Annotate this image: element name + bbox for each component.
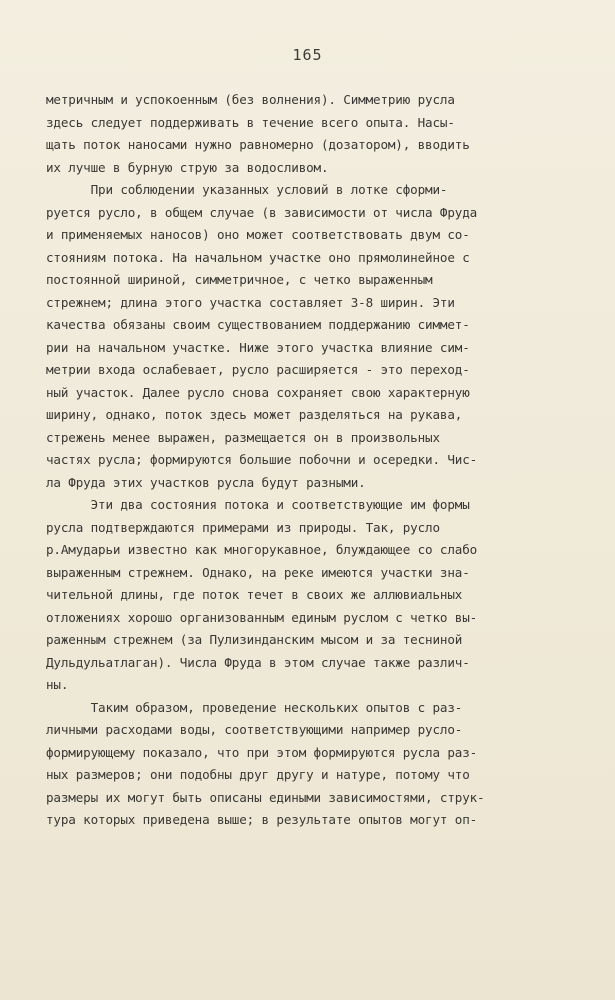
paragraph-4 xyxy=(46,697,586,832)
text-line: русла подтверждаются примерами из природы. Так, русло xyxy=(46,519,440,535)
text-line: метричным и успокоенным (без волнения). Симметрию русла xyxy=(46,92,455,107)
paragraph-1 xyxy=(46,89,586,179)
text-line: отложениях хорошо организованным единым руслом с четко вы- xyxy=(46,609,478,625)
text-line: ный участок. Далее русло снова сохраняет свою характерную xyxy=(46,384,470,400)
text-line: рии на начальном участке. Ниже этого участка влияние сим- xyxy=(46,339,470,355)
text-line: размеры их могут быть описаны едиными зависимостями, струк- xyxy=(46,789,485,805)
paragraph-2 xyxy=(46,179,586,494)
text-line: личными расходами воды, соответствующими например русло- xyxy=(46,722,463,737)
text-line: постоянной шириной, симметричное, с четко выраженным xyxy=(46,272,433,287)
text-line: их лучше в бурную струю за водосливом. xyxy=(46,159,329,175)
text-line: ны. xyxy=(46,677,69,692)
text-line: Дульдульатлаган). Числа Фруда в этом случае также различ- xyxy=(46,654,470,670)
text-line: р.Амударьи известно как многорукавное, блуждающее со слабо xyxy=(46,542,478,557)
text-line: ширину, однако, поток здесь может разделяться на рукава, xyxy=(46,407,463,422)
body-text xyxy=(46,89,586,832)
paragraph-3 xyxy=(46,494,586,697)
text-line: При соблюдении указанных условий в лотке сформи- xyxy=(46,182,448,197)
text-line: ных размеров; они подобны друг другу и натуре, потому что xyxy=(46,767,470,782)
text-line: руется русло, в общем случае (в зависимости от числа Фруда xyxy=(46,204,478,220)
text-line: чительной длины, где поток течет в своих же аллювиальных xyxy=(46,587,463,602)
page-number: 165 xyxy=(292,46,323,64)
text-line: щать поток наносами нужно равномерно (дозатором), вводить xyxy=(46,137,470,152)
text-line: частях русла; формируются большие побочни и осередки. Чис- xyxy=(46,452,478,467)
text-line: Таким образом, проведение нескольких опытов с раз- xyxy=(46,699,463,715)
text-line: выраженным стрежнем. Однако, на реке имеются участки зна- xyxy=(46,564,470,580)
text-line: качества обязаны своим существованием поддержанию симмет- xyxy=(46,317,470,332)
text-line: и применяемых наносов) оно может соответствовать двум со- xyxy=(46,227,470,242)
text-line: стрежень менее выражен, размещается он в произвольных xyxy=(46,429,440,445)
text-line: метрии входа ослабевает, русло расширяется - это переход- xyxy=(46,362,470,377)
text-line: Эти два состояния потока и соответствующие им формы xyxy=(46,497,470,512)
text-line: стрежнем; длина этого участка составляет 3-8 ширин. Эти xyxy=(46,294,455,310)
text-line: раженным стрежнем (за Пулизинданским мысом и за тесниной xyxy=(46,632,463,647)
text-line: стояниям потока. На начальном участке оно прямолинейное с xyxy=(46,249,470,265)
text-line: формирующему показало, что при этом формируются русла раз- xyxy=(46,744,478,760)
text-line: здесь следует поддерживать в течение всего опыта. Насы- xyxy=(46,114,455,130)
text-line: тура которых приведена выше; в результате опытов могут оп- xyxy=(46,812,478,827)
text-line: ла Фруда этих участков русла будут разными. xyxy=(46,474,366,490)
